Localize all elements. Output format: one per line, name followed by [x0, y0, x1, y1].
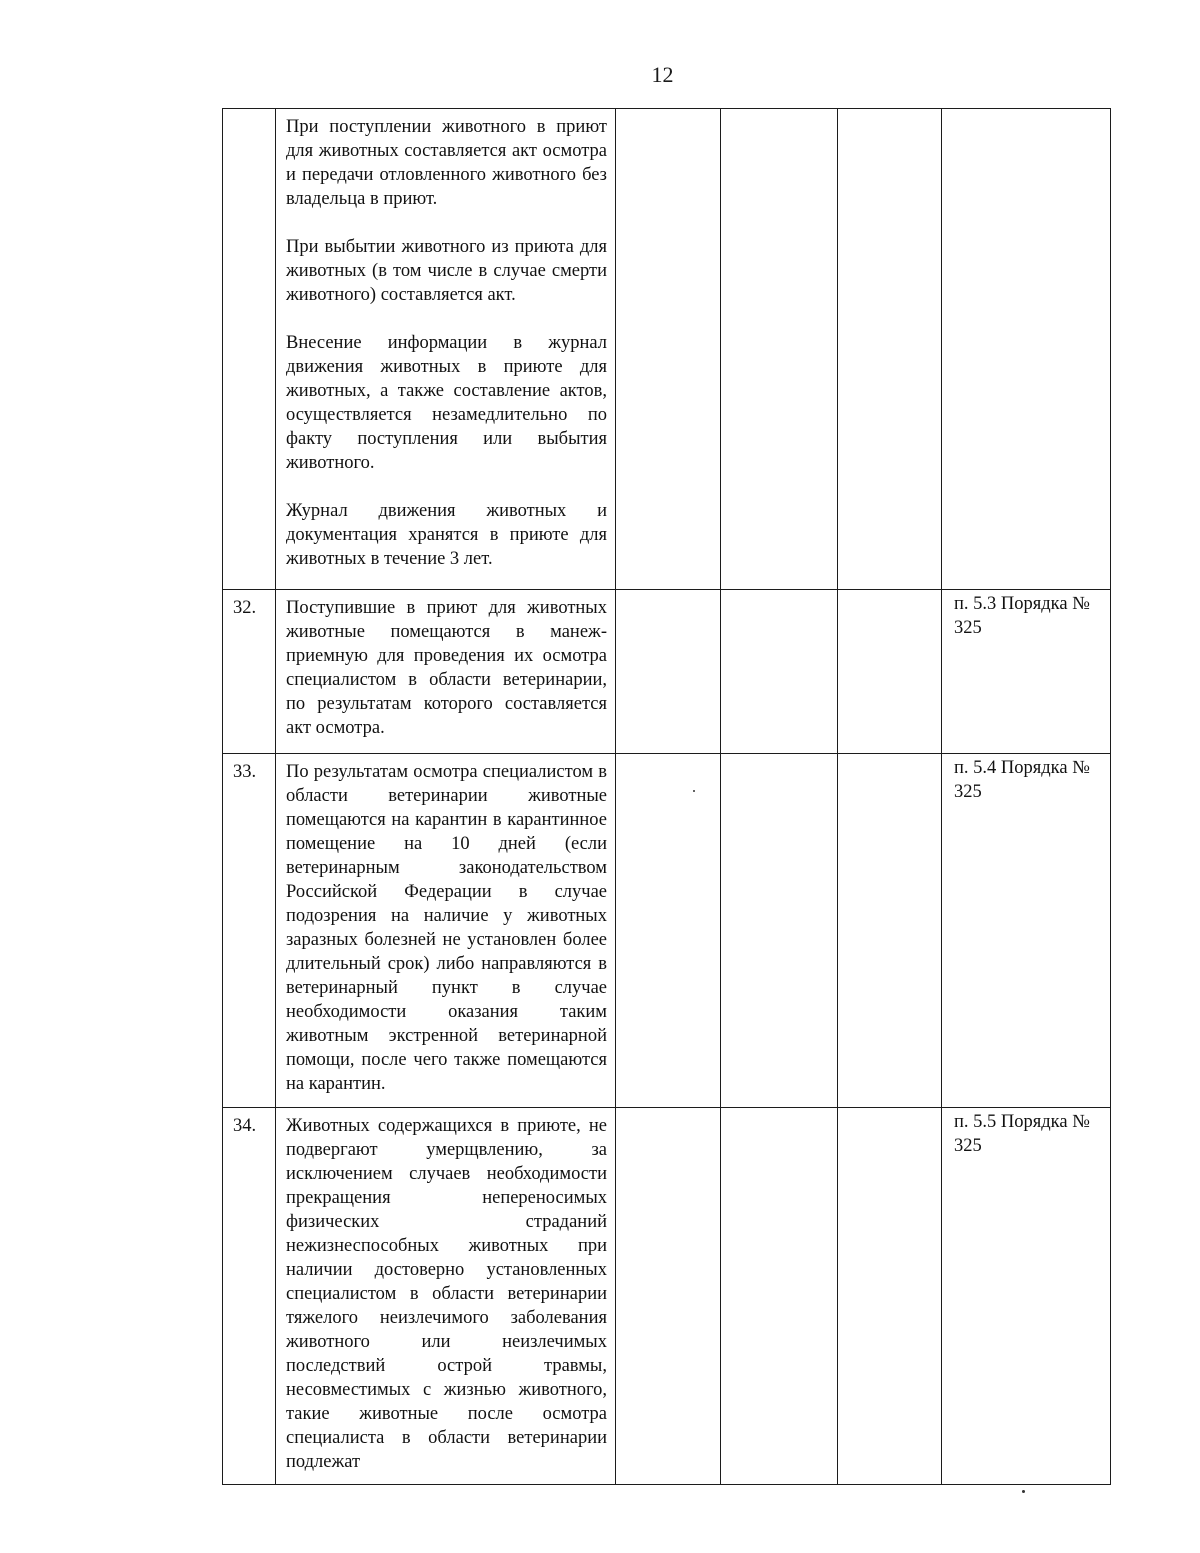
empty-cell [838, 754, 942, 1108]
requirement-paragraph: При поступлении животного в приют для животных составляется акт осмотра и передачи отловленного животного без владельца в приют. [286, 117, 607, 209]
row-number: 32. [223, 590, 276, 754]
requirement-text [276, 590, 616, 754]
empty-cell [721, 1108, 838, 1485]
table-row [223, 590, 1111, 754]
requirement-paragraph: По результатам осмотра специалистом в области ветеринарии животные помещаются на карантин в карантинное помещение на 10 дней (если ветеринарным законодательством Российской Федерации в случае подозрения на наличие у животных заразных болезней не установлен более длительный срок) либо направляются в ветеринарный пункт в случае необходимости оказания таким животным экстренной ветеринарной помощи, после чего также помещаются на карантин. [286, 762, 607, 1094]
empty-cell [616, 590, 721, 754]
checklist-table [222, 108, 1111, 1485]
requirement-paragraph: Животных содержащихся в приюте, не подвергают умерщвлению, за исключением случаев необходимости прекращения непереносимых физических страданий нежизнеспособных животных при наличии достоверно установленных специалистом в области ветеринарии тяжелого неизлечимого заболевания животного или неизлечимых последствий острой травмы, несовместимых с жизнью животного, такие животные после осмотра специалиста в области ветеринарии подлежат [286, 1116, 607, 1472]
row-number: 34. [223, 1108, 276, 1485]
requirement-paragraph: Журнал движения животных и документация хранятся в приюте для животных в течение 3 лет. [286, 501, 607, 569]
empty-cell [838, 109, 942, 590]
empty-cell [721, 590, 838, 754]
table-row [223, 1108, 1111, 1485]
legal-reference: п. 5.4 Порядка № 325 [942, 754, 1111, 1108]
row-number: 33. [223, 754, 276, 1108]
requirement-text [276, 754, 616, 1108]
empty-cell [616, 1108, 721, 1485]
table-row [223, 109, 1111, 590]
legal-reference: п. 5.5 Порядка № 325 [942, 1108, 1111, 1485]
requirement-paragraph: Внесение информации в журнал движения животных в приюте для животных, а также составление актов, осуществляется незамедлительно по факту поступления или выбытия животного. [286, 333, 607, 473]
row-number [223, 109, 276, 590]
empty-cell [616, 109, 721, 590]
empty-cell [721, 109, 838, 590]
legal-reference [942, 109, 1111, 590]
scan-speck [693, 790, 695, 792]
empty-cell [838, 1108, 942, 1485]
empty-cell [616, 754, 721, 1108]
table-row [223, 754, 1111, 1108]
requirement-text [276, 1108, 616, 1485]
legal-reference: п. 5.3 Порядка № 325 [942, 590, 1111, 754]
empty-cell [721, 754, 838, 1108]
requirement-paragraph: При выбытии животного из приюта для животных (в том числе в случае смерти животного) составляется акт. [286, 237, 607, 305]
empty-cell [838, 590, 942, 754]
scan-speck [1022, 1490, 1025, 1493]
requirement-paragraph: Поступившие в приют для животных животные помещаются в манеж-приемную для проведения их осмотра специалистом в области ветеринарии, по результатам которого составляется акт осмотра. [286, 598, 607, 738]
requirement-text [276, 109, 616, 590]
page-number: 12 [651, 62, 674, 87]
